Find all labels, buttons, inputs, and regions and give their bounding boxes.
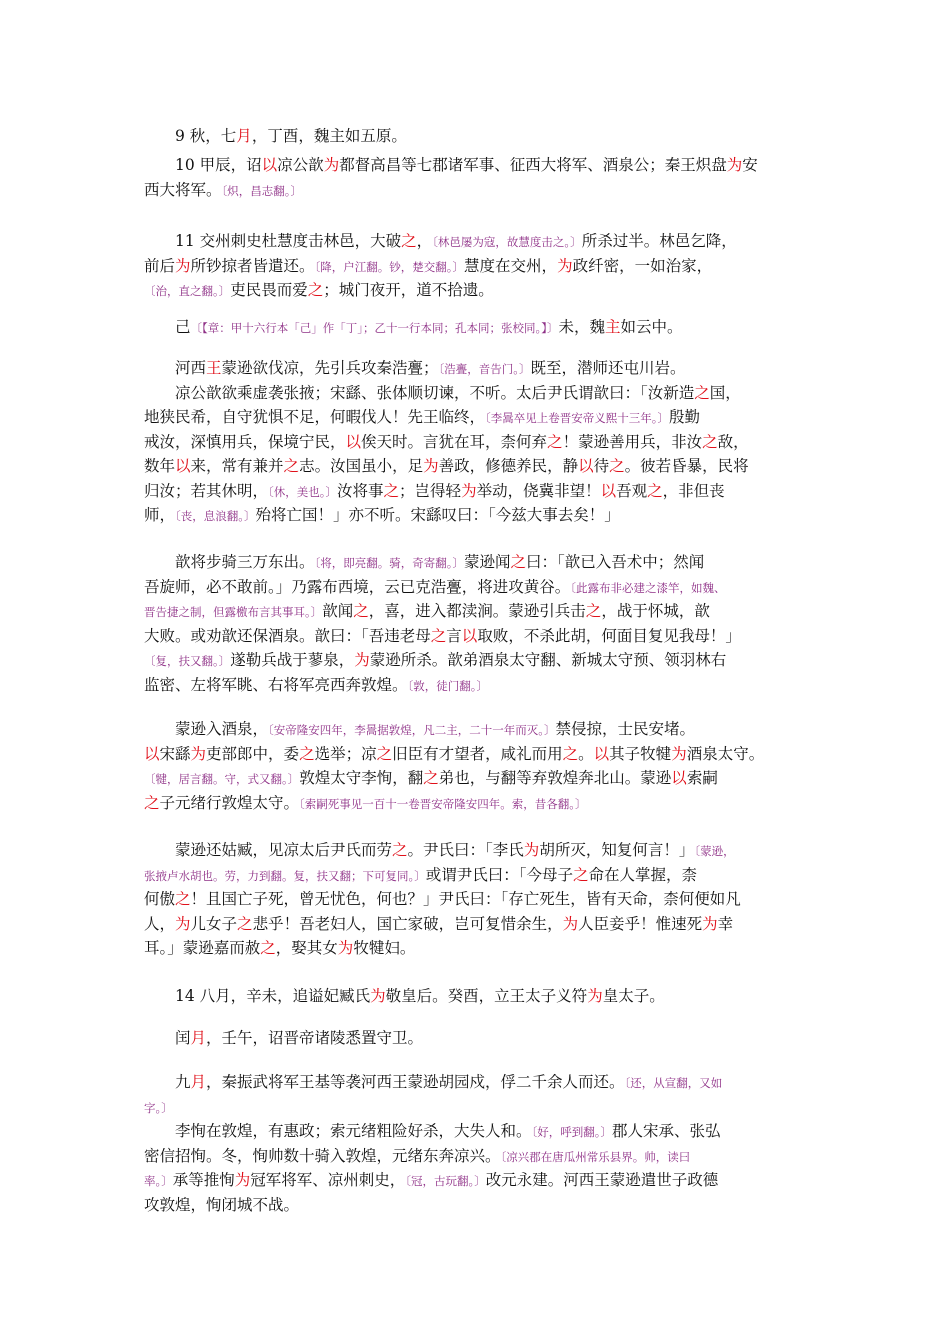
body-text: 举动，侥冀非望！ [476,481,601,500]
annotation-text: 〔浩亹，音告门。〕 [438,362,531,376]
text-line [144,1070,812,1095]
body-text: 弟也，与翻等弃敦煌奔北山。蒙逊 [438,769,672,787]
body-text: ，壬午，诏晋帝诸陵悉置守卫。 [206,1029,424,1047]
highlighted-char: 以 [261,156,278,174]
highlighted-char: 之 [702,432,718,451]
body-text: ，丁酉，魏主如五原。 [251,127,407,145]
highlighted-char: 以 [600,481,617,500]
text-line [144,430,812,455]
highlighted-char: 之 [430,626,447,645]
text-line [144,1095,812,1120]
body-text: 人臣妾乎！惟速死 [578,914,703,933]
body-text: 人， [144,914,176,933]
text-line [144,315,812,340]
body-text: 如云中。 [620,318,683,336]
text-line [144,717,812,742]
paragraph [144,984,812,1009]
text-line [144,624,812,649]
paragraph [144,124,812,149]
body-text: 。尹氏曰：「李氏 [407,841,524,859]
text-line [144,381,812,406]
text-line [144,1193,812,1218]
body-text: 。 [578,744,594,763]
highlighted-char: 之 [562,744,579,763]
body-text: 幸 [717,914,734,933]
highlighted-char: 为 [323,156,340,174]
paragraph [144,229,812,303]
highlighted-char: 为 [702,914,718,933]
paragraph [144,315,812,340]
annotation-text: 〔犍，居言翻。守，式又翻。〕 [144,772,300,786]
body-text: 志。汝国虽小，足 [299,457,424,475]
annotation-text: 〔降，户江翻。钞，楚交翻。〕 [314,259,465,274]
text-line [144,1026,812,1051]
body-text: 凉公歆欲乘虚袭张掖；宋繇、张体顺切谏，不听。太后尹氏谓歆曰：「汝新造 [144,383,695,402]
body-text: 遂勒兵战于蓼泉， [230,651,355,669]
highlighted-char: 以 [671,769,687,787]
highlighted-char: 为 [562,914,579,933]
body-text: 吾旋师，必不敢前。」乃露布西境，云已克浩亹，将进攻黄谷。 [144,577,571,596]
annotation-text: 〔冠，古玩翻。〕 [405,1174,486,1188]
body-text: 地狭民希，自守犹惧不足，何暇伐人！先王临终， [144,408,486,426]
annotation-text: 〔好，呼到翻。〕 [531,1125,613,1139]
highlighted-char: 之 [383,481,400,500]
highlighted-char: 之 [237,914,253,933]
body-text: 政纤密，一如治家， [572,256,713,275]
body-text: 李恂在敦煌，有惠政；索元绪粗险好杀，大失人和。 [144,1122,532,1140]
body-text: 曰：「歆已入吾术中；然闻 [526,553,705,571]
highlighted-char: 为 [523,841,540,859]
annotation-text: 〔凉兴郡在唐瓜州常乐县界。帅，读曰 [500,1149,691,1164]
text-line [144,229,812,254]
annotation-text: 〔治，直之翻。〕 [144,284,231,298]
text-line [144,153,812,178]
highlighted-char: 以 [345,432,362,451]
highlighted-char: 为 [175,914,191,933]
text-line [144,648,812,673]
highlighted-char: 月 [236,127,252,145]
highlighted-char: 为 [461,481,477,500]
body-text: 子元绪行敦煌太守。 [159,793,300,812]
body-text: 己 [144,318,191,336]
body-text: 吏民畏而爱 [230,281,308,299]
annotation-text: 〔安帝隆安四年，李暠据敦煌，凡二主，二十一年而灭。〕 [268,723,556,737]
body-text: 既至，潜师还屯川岩。 [530,359,686,377]
body-text: 歆将步骑三万东出。 [144,553,315,571]
text-line [144,124,812,149]
body-text: 国， [709,383,741,402]
highlighted-char: 月 [190,1029,207,1047]
paragraph [144,1070,812,1119]
text-line [144,1168,812,1193]
body-text: 旧臣有才望者，咸礼而用 [392,744,563,763]
body-text: 监密、左将军眺、右将军亮西奔敦煌。 [144,675,408,694]
body-text: 敦煌太守李恂，翻 [299,769,424,787]
highlighted-char: 之 [144,793,160,812]
text-line [144,356,812,381]
highlighted-char: 为 [671,744,687,763]
highlighted-char: 以 [144,744,160,763]
body-text: 何傲 [144,890,176,908]
body-text: 酒泉太守。 [686,744,765,763]
highlighted-char: 之 [260,939,276,957]
highlighted-char: 之 [547,432,563,451]
body-text: ，娶其女 [275,939,338,957]
body-text: 或谓尹氏曰：「今母子 [425,865,574,884]
body-text: 言 [446,626,462,645]
text-line [144,912,812,937]
highlighted-char: 为 [234,1171,251,1189]
annotation-text: 率。〕 [144,1174,173,1188]
paragraph [144,1119,812,1217]
text-line [144,550,812,575]
body-text: 悲乎！吾老妇人，国亡家破，岂可复惜余生， [252,914,563,933]
text-line [144,791,812,816]
annotation-text: 〔敦，徒门翻。〕 [407,678,489,693]
body-text: ！蒙逊善用兵，非汝 [562,432,703,451]
body-text: 殷勤 [669,408,701,426]
body-text: 。彼若昏暴，民将 [624,457,749,475]
text-line [144,405,812,430]
text-line [144,178,812,203]
annotation-text: 〔蒙逊， [694,844,735,858]
annotation-text: 〔炽，昌志翻。〕 [221,183,303,198]
body-text: 蒙逊欲伐凉，先引兵攻秦浩亹； [221,359,439,377]
highlighted-char: 为 [557,256,573,275]
paragraph [144,550,812,697]
body-text: 14 八月，辛未，追谥妃臧氏 [144,987,371,1005]
highlighted-char: 以 [593,744,610,763]
highlighted-char: 为 [354,651,370,669]
body-text: 慧度在交州， [464,256,558,275]
body-text: 来，常有兼并 [190,457,284,475]
annotation-text: 〔【章：甲十六行本「己」作「丁」；乙十一行本同；孔本同；张校同。】〕 [190,321,559,335]
text-line [144,254,812,279]
highlighted-char: 为 [423,457,439,475]
body-text: 河西 [144,359,207,377]
highlighted-char: 之 [423,769,439,787]
body-text: 蒙逊所杀。歆弟酒泉太守翻、新城太守预、领羽林右 [369,651,727,669]
body-text: 儿女子 [190,914,238,933]
highlighted-char: 月 [190,1073,207,1091]
highlighted-char: 之 [376,744,393,763]
body-text: 宋繇 [159,744,191,763]
annotation-text: 〔休，美也。〕 [268,484,338,499]
body-text: 10 甲辰，诏 [144,156,262,174]
body-text: 命在人掌握，柰 [588,865,698,884]
highlighted-char: 以 [578,457,594,475]
annotation-text: 〔林邑屡为寇，故慧度击之。〕 [432,235,582,249]
body-text: 11 交州刺史杜慧度击林邑，大破 [144,232,402,250]
body-text: 汝将事 [337,481,384,500]
body-text: 所钞掠者皆遣还。 [190,256,315,275]
highlighted-char: 之 [299,744,315,763]
text-line [144,863,812,888]
text-line [144,766,812,791]
paragraph [144,356,812,528]
body-text: 选举；凉 [314,744,377,763]
text-line [144,278,812,303]
highlighted-char: 之 [573,865,589,884]
text-line [144,454,812,479]
body-text: 大败。或劝歆还保酒泉。歆曰：「吾违老母 [144,626,431,645]
body-text: ！且国亡子死，曾无忧色，何也？」尹氏曰：「存亡死生，皆有天命，柰何便如凡 [190,890,741,908]
paragraph [144,717,812,815]
body-text: 九 [144,1073,191,1091]
body-text: 吾观 [616,481,648,500]
annotation-text: 〔索嗣死事见一百十一卷晋安帝隆安四年。索，昔各翻。〕 [299,796,587,811]
highlighted-char: 之 [353,602,369,620]
annotation-text: 〔还，从宣翻，又如 [624,1076,723,1090]
text-line [144,742,812,767]
body-text: 未，魏 [558,318,606,336]
body-text: 皇太子。 [602,987,665,1005]
body-text: 闰 [144,1029,191,1047]
body-text: 凉公歆 [277,156,324,174]
body-text: 攻敦煌，恂闭城不战。 [144,1195,300,1214]
body-text: 耳。」蒙逊嘉而赦 [144,939,261,957]
highlighted-char: 之 [401,232,417,250]
paragraph [144,1026,812,1051]
body-text: 郡人宋承、张弘 [612,1122,721,1140]
text-line [144,984,812,1009]
text-line [144,503,812,528]
highlighted-char: 之 [510,553,527,571]
text-line [144,838,812,863]
paragraph [144,838,812,961]
paragraph [144,153,812,202]
body-text: 敌， [717,432,749,451]
highlighted-char: 为 [726,156,743,174]
body-text: 歆闻 [322,602,354,620]
text-line [144,1144,812,1169]
body-text: 所杀过半。林邑乞降， [581,232,737,250]
highlighted-char: 之 [175,890,191,908]
text-line [144,479,812,504]
body-text: 都督高昌等七郡诸军事、征西大将军、酒泉公；秦王炽盘 [339,156,727,174]
annotation-text: 〔将，即亮翻。骑，奇寄翻。〕 [314,556,465,570]
highlighted-char: 之 [392,841,408,859]
body-text: 归汝；若其休明， [144,481,269,500]
text-line [144,599,812,624]
highlighted-char: 为 [337,939,354,957]
annotation-text: 晋告捷之制，但露檄布言其事耳。〕 [144,605,323,619]
highlighted-char: 王 [206,359,222,377]
body-text: 蒙逊闻 [464,553,511,571]
text-line [144,887,812,912]
body-text: ， [416,232,433,250]
body-text: 数年 [144,457,176,475]
body-text: ；城门夜开，道不拾遗。 [323,281,494,299]
body-text: 承等推恂 [172,1171,235,1189]
body-text: 殆将亡国！」亦不听。宋繇叹曰：「今兹大事去矣！」 [255,506,620,524]
highlighted-char: 以 [175,457,191,475]
body-text: 师， [144,506,176,524]
annotation-text: 〔复，扶又翻。〕 [144,654,231,668]
body-text: 善政，修德养民，静 [438,457,579,475]
text-line [144,1119,812,1144]
highlighted-char: 之 [609,457,625,475]
highlighted-char: 之 [694,383,710,402]
body-text: ，喜，进入都渎涧。蒙逊引兵击 [368,602,586,620]
highlighted-char: 为 [370,987,386,1005]
body-text: 西大将军。 [144,180,222,199]
text-line [144,936,812,961]
body-text: 牧犍妇。 [353,939,416,957]
body-text: 胡所灭，知复何言！」 [539,841,695,859]
body-text: 改元永建。河西王蒙逊遣世子政德 [485,1171,719,1189]
highlighted-char: 之 [647,481,663,500]
body-text: ，非但丧 [662,481,725,500]
annotation-text: 张掖卢水胡也。劳，力到翻。复，扶又翻；下可复同。〕 [144,868,426,883]
body-text: 取败，不杀此胡，何面目复见我母！」 [477,626,741,645]
body-text: 蒙逊还姑臧，见凉太后尹氏而劳 [144,841,393,859]
body-text: 其子牧犍 [609,744,672,763]
body-text: ，战于怀城，歆 [601,602,710,620]
body-text: 冠军将军、凉州刺史， [250,1171,406,1189]
highlighted-char: 为 [587,987,603,1005]
body-text: 待 [593,457,610,475]
highlighted-char: 主 [605,318,621,336]
body-text: 吏部郎中，委 [206,744,300,763]
highlighted-char: 以 [461,626,478,645]
annotation-text: 〔李暠卒见上卷晋安帝义熙十三年。〕 [485,411,670,425]
body-text: 蒙逊入酒泉， [144,720,269,738]
body-text: 前后 [144,256,176,275]
body-text: 索嗣 [686,769,718,787]
body-text: ；岂得轻 [399,481,462,500]
annotation-text: 〔此露布非必建之漆竿，如魏、 [570,580,726,595]
body-text: 戒汝，深慎用兵，保境宁民， [144,432,346,451]
body-text: 敬皇后。癸酉，立王太子义符 [385,987,588,1005]
highlighted-char: 为 [175,256,191,275]
highlighted-char: 之 [307,281,324,299]
highlighted-char: 之 [585,602,602,620]
highlighted-char: 之 [283,457,300,475]
body-text: 密信招恂。冬，恂帅数十骑入敦煌，元绪东奔凉兴。 [144,1146,501,1165]
body-text: 安 [742,156,758,174]
text-line [144,575,812,600]
body-text: ，秦振武将军王基等袭河西王蒙逊胡园戍，俘二千余人而还。 [206,1073,625,1091]
annotation-text: 字。〕 [144,1100,173,1115]
body-text: 禁侵掠，士民安堵。 [555,720,696,738]
body-text: 9 秋，七 [144,127,237,145]
annotation-text: 〔丧，息浪翻。〕 [175,509,256,523]
text-line [144,673,812,698]
body-text: 俟天时。言犹在耳，柰何弃 [361,432,548,451]
highlighted-char: 为 [190,744,207,763]
